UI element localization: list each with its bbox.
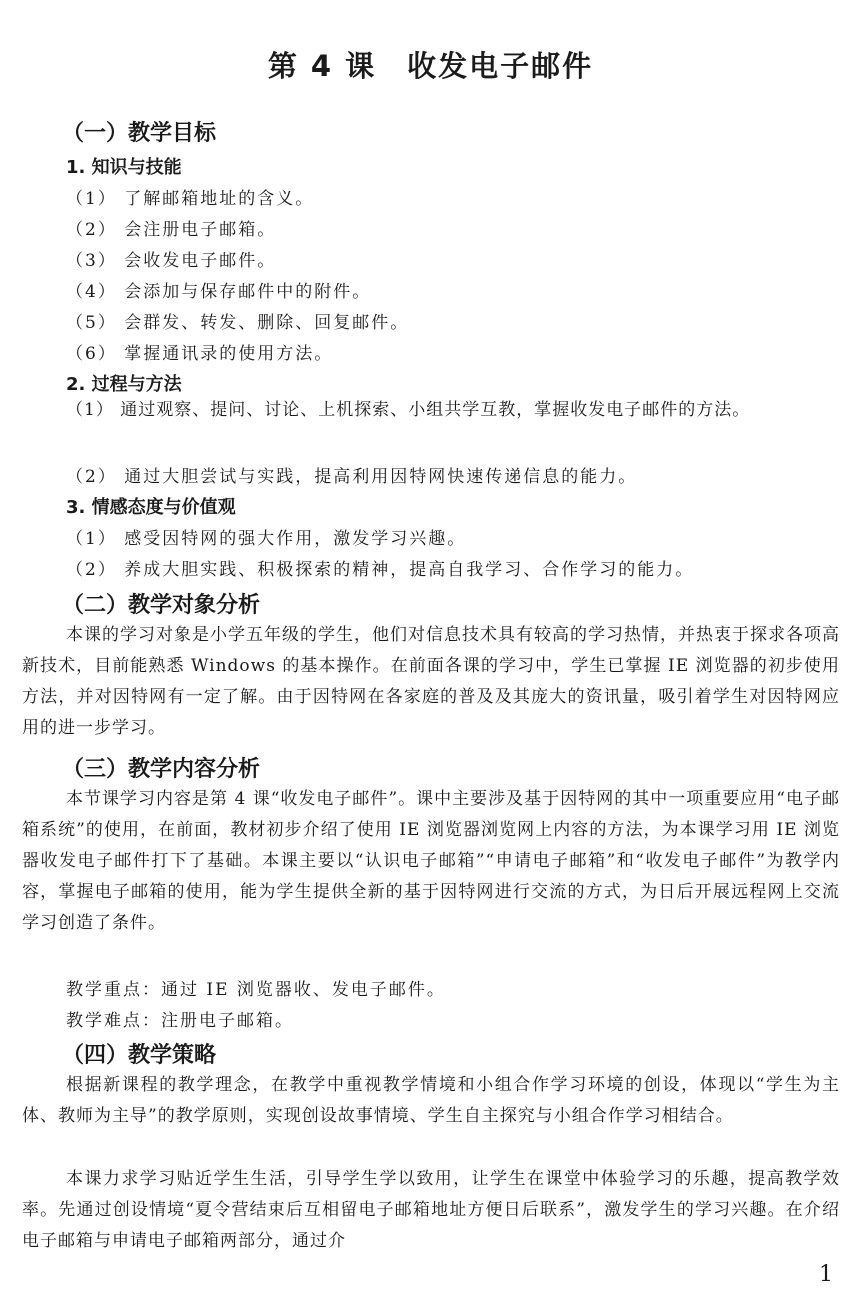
subheading-attitude-values: 3. 情感态度与价值观 bbox=[66, 497, 236, 518]
section-heading-audience: （二）教学对象分析 bbox=[62, 593, 261, 618]
subheading-process-method: 2. 过程与方法 bbox=[66, 374, 182, 395]
paragraph: 根据新课程的教学理念，在教学中重视教学情境和小组合作学习环境的创设，体现以“学生为主体、教师为主导”的教学原则，实现创设故事情境、学生自主探究与小组合作学习相结合。 bbox=[22, 1075, 840, 1126]
section-heading-objectives: （一）教学目标 bbox=[62, 121, 217, 146]
difficult-point: 教学难点：注册电子邮箱。 bbox=[66, 1011, 294, 1031]
list-item: （2） 会注册电子邮箱。 bbox=[66, 220, 277, 240]
paragraph: 本课的学习对象是小学五年级的学生，他们对信息技术具有较高的学习热情，并热衷于探求各项高新技术，目前能熟悉 Windows 的基本操作。在前面各课的学习中，学生已掌握 IE 浏览器的初步使用方法，并对因特网有一定了解。由于因特网在各家庭的普及及其庞大的资讯量，吸引着学生对因特网应用的进一步学习。 bbox=[22, 625, 840, 738]
list-item: （3） 会收发电子邮件。 bbox=[66, 251, 277, 271]
paragraph: 本节课学习内容是第 4 课“收发电子邮件”。课中主要涉及基于因特网的其中一项重要应用“电子邮箱系统”的使用，在前面，教材初步介绍了使用 IE 浏览器浏览网上内容的方法，为本课学习用 IE 浏览器收发电子邮件打下了基础。本课主要以“认识电子邮箱”“申请电子邮箱”和“收发电子邮件”为教学内容，掌握电子邮箱的使用，能为学生提供全新的基于因特网进行交流的方式，为日后开展远程网上交流学习创造了条件。 bbox=[22, 789, 840, 933]
section-heading-strategy: （四）教学策略 bbox=[62, 1043, 217, 1068]
list-item: （6） 掌握通讯录的使用方法。 bbox=[66, 344, 334, 364]
section-heading-content: （三）教学内容分析 bbox=[62, 757, 261, 782]
list-item: （1） 了解邮箱地址的含义。 bbox=[66, 189, 315, 209]
page-number: 1 bbox=[819, 1262, 833, 1287]
subheading-knowledge-skills: 1. 知识与技能 bbox=[66, 157, 182, 178]
list-item: （1） 通过观察、提问、讨论、上机探索、小组共学互教，掌握收发电子邮件的方法。 bbox=[66, 400, 751, 420]
list-item: （1） 感受因特网的强大作用，激发学习兴趣。 bbox=[66, 529, 467, 549]
page-title: 第 4 课 收发电子邮件 bbox=[267, 49, 594, 83]
list-item: （2） 通过大胆尝试与实践，提高利用因特网快速传递信息的能力。 bbox=[66, 467, 638, 487]
key-point: 教学重点：通过 IE 浏览器收、发电子邮件。 bbox=[66, 980, 446, 1000]
list-item: （5） 会群发、转发、删除、回复邮件。 bbox=[66, 313, 410, 333]
list-item: （2） 养成大胆实践、积极探索的精神，提高自我学习、合作学习的能力。 bbox=[66, 560, 695, 580]
list-item: （4） 会添加与保存邮件中的附件。 bbox=[66, 282, 372, 302]
paragraph: 本课力求学习贴近学生生活，引导学生学以致用，让学生在课堂中体验学习的乐趣，提高教学效率。先通过创设情境“夏令营结束后互相留电子邮箱地址方便日后联系”，激发学生的学习兴趣。在介绍电子邮箱与申请电子邮箱两部分，通过介 bbox=[22, 1169, 840, 1251]
